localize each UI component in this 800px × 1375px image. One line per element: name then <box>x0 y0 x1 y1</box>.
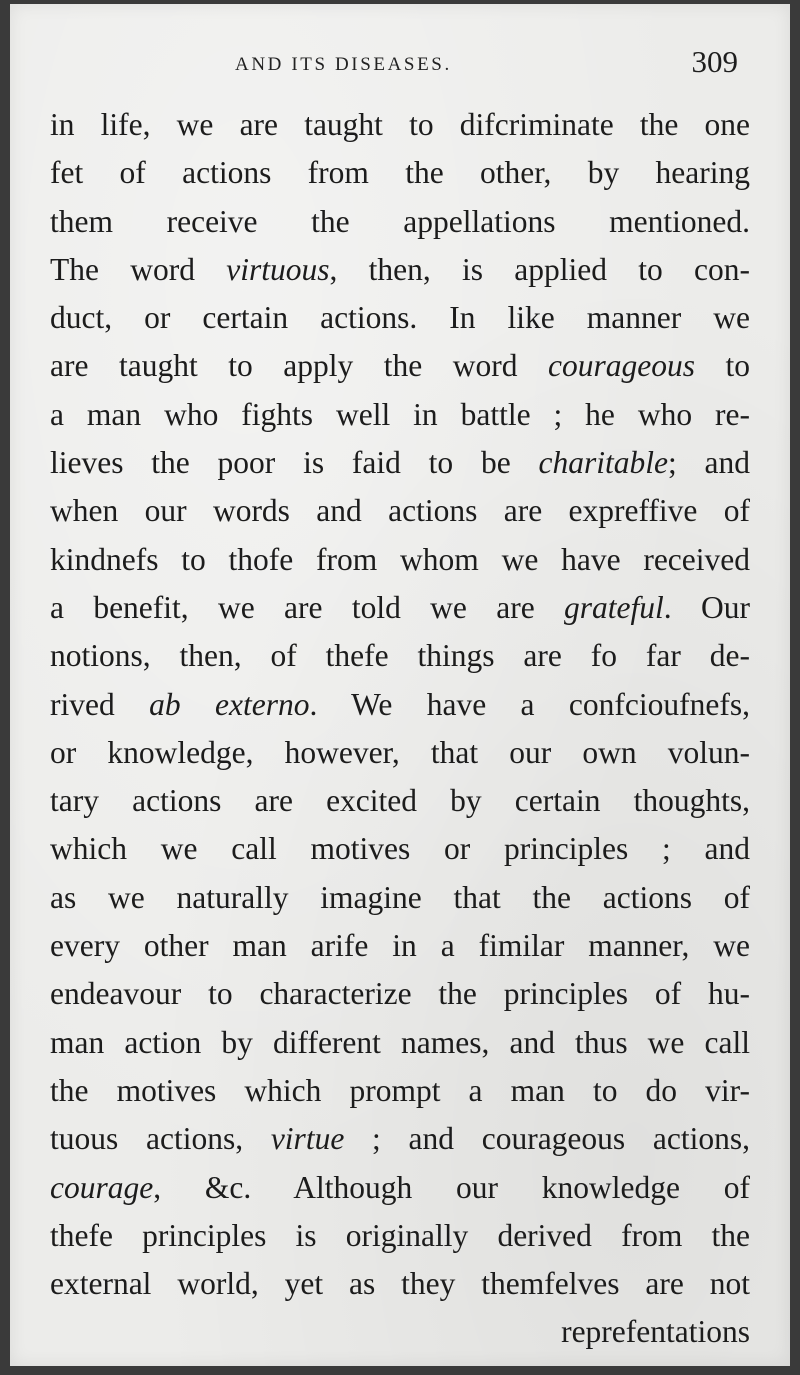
text-segment: tuous actions, <box>50 1121 271 1157</box>
text-segment: them receive the appellations mentioned. <box>50 203 750 239</box>
text-segment: are taught to apply the word <box>50 348 548 384</box>
italic-text: virtuous <box>226 251 330 287</box>
text-line <box>50 1019 750 1067</box>
text-segment: in life, we are taught to difcriminate the one <box>50 107 750 142</box>
text-segment: . Our <box>663 589 750 625</box>
text-line <box>50 1308 750 1356</box>
italic-text: courage <box>50 1169 154 1205</box>
text-segment: or knowledge, however, that our own volun- <box>50 734 750 770</box>
book-page <box>10 4 790 1366</box>
page-header <box>10 42 790 92</box>
text-segment: the motives which prompt a man to do vir- <box>50 1072 750 1108</box>
text-line <box>50 584 750 632</box>
text-line <box>50 874 750 922</box>
text-segment: tary actions are excited by certain thoughts, <box>50 783 750 819</box>
text-line <box>50 294 750 342</box>
italic-text: virtue <box>270 1121 345 1157</box>
text-line <box>50 970 750 1018</box>
text-line <box>50 198 750 246</box>
text-line <box>50 487 750 535</box>
text-segment: , &c. Although our knowledge of <box>153 1169 750 1205</box>
text-line <box>50 729 750 777</box>
text-line <box>50 439 750 487</box>
text-segment: a man who fights well in battle ; he who re- <box>50 396 750 432</box>
italic-text: grateful <box>564 589 664 625</box>
text-line <box>50 246 750 294</box>
text-segment: when our words and actions are expreffive of <box>50 493 750 529</box>
text-line <box>50 1260 750 1308</box>
text-segment: duct, or certain actions. In like manner we <box>50 300 750 336</box>
text-segment: fet of actions from the other, by hearing <box>50 155 750 191</box>
text-segment: reprefentations <box>561 1314 750 1350</box>
text-line <box>50 342 750 390</box>
text-line <box>50 1115 750 1163</box>
text-segment: ; and <box>667 445 750 481</box>
text-segment: lieves the poor is faid to be <box>50 445 539 481</box>
italic-text: ab externo <box>149 686 310 722</box>
text-line <box>50 777 750 825</box>
text-line <box>50 1067 750 1115</box>
text-line <box>50 825 750 873</box>
text-segment: notions, then, of thefe things are fo far de- <box>50 638 750 674</box>
text-segment: man action by different names, and thus we call <box>50 1024 750 1060</box>
text-line <box>50 1212 750 1260</box>
italic-text: courageous <box>547 348 695 384</box>
text-line <box>50 681 750 729</box>
text-segment: to <box>694 348 750 384</box>
text-segment: , then, is applied to con- <box>329 251 750 287</box>
text-line <box>50 149 750 197</box>
text-segment: endeavour to characterize the principles of hu- <box>50 976 750 1012</box>
text-segment: a benefit, we are told we are <box>50 589 565 625</box>
text-segment: every other man arife in a fimilar manner, we <box>50 928 750 964</box>
text-line <box>50 1164 750 1212</box>
text-segment: kindnefs to thofe from whom we have received <box>50 541 750 577</box>
text-segment: thefe principles is originally derived from the <box>50 1217 750 1253</box>
text-segment: rived <box>50 686 150 722</box>
italic-text: charitable <box>538 445 668 481</box>
text-segment: . We have a confcioufnefs, <box>309 686 750 722</box>
text-line <box>50 632 750 680</box>
text-line <box>50 101 750 149</box>
text-segment: as we naturally imagine that the actions of <box>50 879 750 915</box>
page-number: 309 <box>691 44 738 79</box>
text-segment: The word <box>50 251 227 287</box>
running-head: AND ITS DISEASES. <box>235 54 452 75</box>
text-line <box>50 922 750 970</box>
text-segment: which we call motives or principles ; and <box>50 831 750 867</box>
text-segment: ; and courageous actions, <box>344 1121 750 1157</box>
text-segment: external world, yet as they themfelves are not <box>50 1266 750 1302</box>
text-line <box>50 391 750 439</box>
text-line <box>50 536 750 584</box>
body-text <box>50 101 750 1357</box>
